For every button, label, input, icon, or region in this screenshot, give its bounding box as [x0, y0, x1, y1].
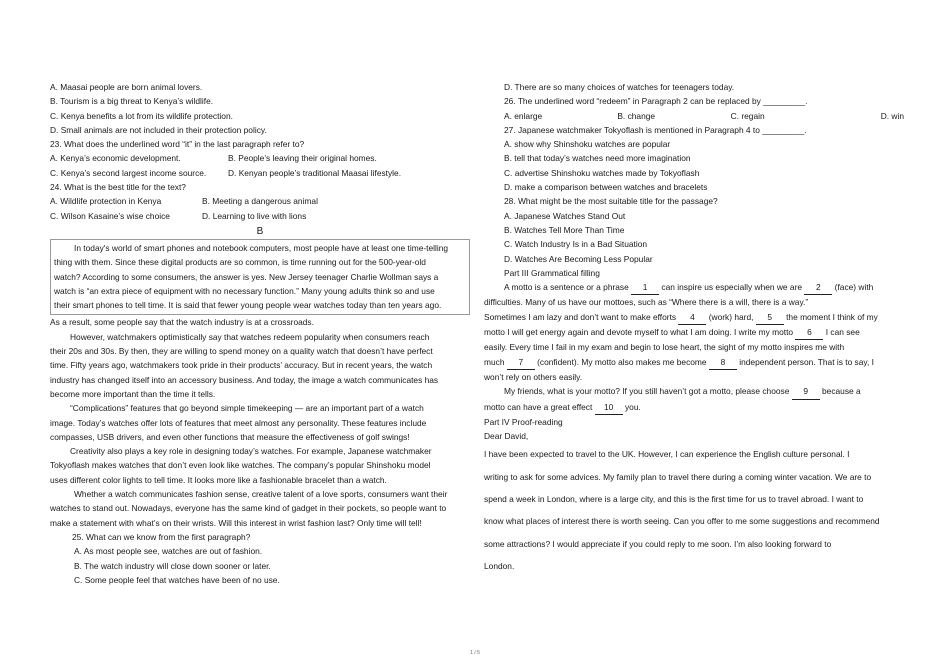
letter-line: London. [484, 560, 515, 571]
q25-option-d: D. There are so many choices of watches for teenagers today. [504, 82, 735, 92]
grammar-line-8 [484, 384, 950, 399]
grammar-text: Sometimes I am lazy and don’t want to make efforts [484, 311, 677, 322]
q22-option-c: C. Kenya benefits a lot from its wildlife protection. [50, 110, 233, 121]
left-column [50, 80, 470, 587]
letter-salutation: Dear David, [484, 431, 529, 442]
blank-8: 8 [709, 355, 737, 370]
passage-line: watch is “an extra piece of equipment with no necessary function.” Many young adults think so and use [54, 285, 435, 296]
q22-option-d: D. Small animals are not included in their protection policy. [50, 124, 267, 135]
q23-option-c: C. Kenya’s second largest income source. [50, 167, 207, 178]
q26-options-row [484, 109, 904, 123]
grammar-text: much [484, 356, 505, 367]
letter-line: I have been expected to travel to the UK. However, I can experience the English culture personal. I [484, 449, 850, 460]
grammar-line-3 [484, 310, 950, 325]
passage-line: their smart phones to tell time. It is said that fewer young people wear watches today than ten years ago. [54, 300, 442, 311]
para4-line: Creativity also plays a key role in designing today’s watches. For example, Japanese watchmaker [70, 446, 432, 457]
grammar-text: I can see [825, 327, 860, 338]
para5-line: Whether a watch communicates fashion sense, creative talent of a love sports, consumers want their [74, 489, 448, 500]
grammar-text: (confident). My motto also makes me become [537, 356, 707, 367]
letter-line: spend a week in London, where is a large city, and this is the first time for us to travel abroad. I want to [484, 494, 864, 505]
grammar-line-5: easily. Every time I fail in my exam and begin to lose heart, the sight of my motto inspires me with [484, 342, 845, 353]
q28-option-a: A. Japanese Watches Stand Out [504, 210, 626, 221]
grammar-text: motto I will get energy again and devote myself to what I am doing. I write my motto [484, 327, 794, 338]
letter-line: know what places of interest there is worth seeing. Can you offer to me some suggestions and recommend [484, 516, 880, 527]
grammar-text: My friends, what is your motto? If you still haven’t got a motto, please choose [504, 386, 790, 397]
q24-option-d: D. Learning to live with lions [202, 210, 307, 221]
q27-option-c: C. advertise Shinshoku watches made by Tokyoflash [504, 167, 700, 178]
grammar-text: you. [624, 401, 641, 412]
grammar-line-4 [484, 325, 950, 340]
page-footer: 1 / 5 [470, 650, 480, 656]
para4-line: uses different color lights to tell time. It looks more like a fashionable bracelet than a watch. [50, 474, 387, 485]
q28-option-b: B. Watches Tell More Than Time [504, 224, 625, 235]
blank-4: 4 [678, 310, 706, 325]
grammar-text: A motto is a sentence or a phrase [504, 282, 629, 293]
q27-option-b: B. tell that today’s watches need more imagination [504, 153, 691, 164]
grammar-line-2: difficulties. Many of us have our mottoes, such as “Where there is a will, there is a way.” [484, 297, 809, 308]
q23-stem: 23. What does the underlined word “it” in the last paragraph refer to? [50, 139, 305, 150]
q22-option-b: B. Tourism is a big threat to Kenya’s wildlife. [50, 96, 214, 107]
q28-option-d: D. Watches Are Becoming Less Popular [504, 253, 653, 264]
q23-row-2 [50, 166, 470, 180]
q25-option-c: C. Some people feel that watches have been of no use. [74, 574, 280, 585]
grammar-text: (work) hard, [708, 311, 754, 322]
q26-option-a: A. enlarge [504, 110, 543, 121]
grammar-text: motto can have a great effect [484, 401, 593, 412]
para2-line: However, watchmakers optimistically say that watches redeem popularity when consumers reach [70, 331, 430, 342]
q26-option-d: D. win [880, 110, 904, 121]
grammar-line-1 [484, 280, 950, 295]
q26-option-b: B. change [617, 110, 656, 121]
grammar-line-7: won’t rely on others easily. [484, 371, 583, 382]
q25-stem: 25. What can we know from the first paragraph? [72, 531, 251, 542]
para5-line: watches to stand out. Nowadays, everyone has the same kind of gadget in their pockets, so people want to [50, 503, 447, 514]
para5-line: make a statement with what’s on their wrists. Will this interest in wrist fashion last? Only time will tell! [50, 517, 422, 528]
q28-stem: 28. What might be the most suitable title for the passage? [504, 196, 718, 207]
blank-1: 1 [631, 280, 659, 295]
grammar-text: because a [822, 386, 861, 397]
part4-title: Part IV Proof-reading [484, 416, 563, 427]
proofreading-letter [484, 443, 950, 577]
q22-option-a: A. Maasai people are born animal lovers. [50, 82, 203, 92]
grammar-text: (face) with [834, 282, 874, 293]
para3-line: compasses, USB drivers, and even other functions that measure the effectiveness of golf swings! [50, 431, 410, 442]
blank-9: 9 [792, 384, 820, 399]
letter-line: writing to ask for some advices. My family plan to travel there during a coming winter vacation. We are to [484, 471, 872, 482]
q23-row-1 [50, 151, 470, 165]
q23-option-a: A. Kenya’s economic development. [50, 153, 181, 164]
blank-5: 5 [756, 310, 784, 325]
reading-passage-box [50, 239, 470, 315]
q25-option-b: B. The watch industry will close down sooner or later. [74, 560, 271, 571]
q24-option-c: C. Wilson Kasaine’s wise choice [50, 210, 170, 221]
section-b-heading: B [256, 225, 264, 237]
grammar-text: the moment I think of my [786, 311, 878, 322]
passage-line: thing with them. Since these digital products are so common, is time running out for the 500-year-old [54, 257, 426, 268]
q23-option-b: B. People’s leaving their original homes. [228, 153, 377, 164]
q27-option-a: A. show why Shinshoku watches are popular [504, 139, 671, 150]
q24-row-1 [50, 194, 470, 208]
passage-line: As a result, some people say that the watch industry is at a crossroads. [50, 317, 314, 328]
grammar-line-9 [484, 400, 950, 415]
grammar-text: can inspire us especially when we are [661, 282, 803, 293]
passage-line: watch? According to some consumers, the answer is yes. New Jersey teenager Charlie Wollman says a [54, 271, 439, 282]
q24-option-b: B. Meeting a dangerous animal [202, 196, 318, 207]
q25-option-a: A. As most people see, watches are out of fashion. [74, 546, 263, 557]
passage-line: In today's world of smart phones and notebook computers, most people have at least one time-telling [74, 242, 449, 253]
q27-stem: 27. Japanese watchmaker Tokyoflash is mentioned in Paragraph 4 to _________. [504, 124, 807, 135]
letter-line: some attractions? I would appreciate if you could reply to me soon. I’m also looking forward to [484, 538, 832, 549]
q26-stem: 26. The underlined word “redeem” in Paragraph 2 can be replaced by _________. [504, 96, 808, 107]
part3-title: Part III Grammatical filling [504, 267, 600, 278]
para4-line: Tokyoflash makes watches that don’t even look like watches. The company’s popular Shinshoku model [50, 460, 431, 471]
q24-stem: 24. What is the best title for the text? [50, 182, 186, 193]
para2-line: their 20s and 30s. By then, they are willing to spend money on a quality watch that doesn’t have perfect [50, 346, 433, 357]
q24-option-a: A. Wildlife protection in Kenya [50, 196, 162, 207]
para2-line: become more important than the time it tells. [50, 388, 216, 399]
para2-line: time. Fifty years ago, watchmakers took pride in their products’ accuracy. But in recent years, the watch [50, 360, 433, 371]
grammar-line-6 [484, 355, 950, 370]
q24-row-2 [50, 209, 470, 223]
blank-2: 2 [804, 280, 832, 295]
para2-line: industry has changed itself into an accessory business. And today, the image a watch communicates has [50, 374, 439, 385]
right-column [484, 80, 950, 577]
q23-option-d: D. Kenyan people’s traditional Maasai lifestyle. [228, 167, 402, 178]
blank-7: 7 [507, 355, 535, 370]
para3-line: image. Today’s watches offer lots of features that meet almost any personality. These features include [50, 417, 427, 428]
para3-line: “Complications” features that go beyond simple timekeeping — are an important part of a watch [70, 403, 424, 414]
q28-option-c: C. Watch Industry Is in a Bad Situation [504, 239, 648, 250]
q26-option-c: C. regain [730, 110, 765, 121]
blank-10: 10 [595, 400, 623, 415]
q27-option-d: D. make a comparison between watches and bracelets [504, 182, 708, 193]
grammar-text: independent person. That is to say, I [739, 356, 874, 367]
blank-6: 6 [795, 325, 823, 340]
